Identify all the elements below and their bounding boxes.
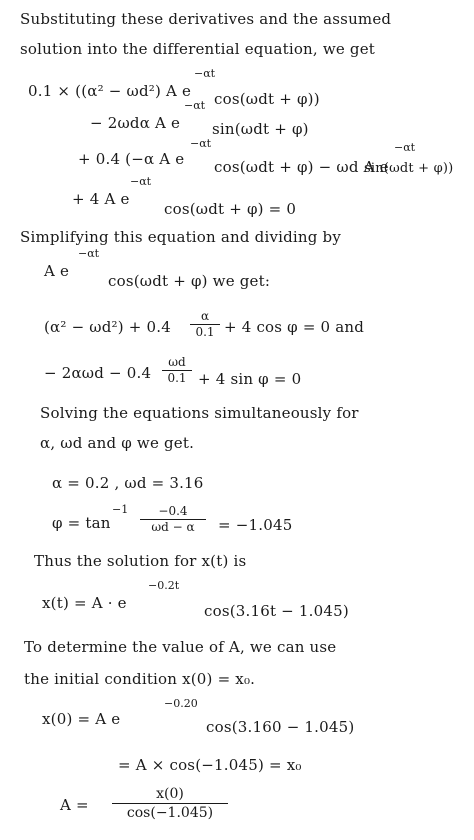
simplified-eq-2-fraction — [162, 356, 192, 385]
phi-fraction — [140, 505, 206, 534]
simplified-eq-1-denominator: 0.1 — [195, 325, 215, 339]
phi-exponent: −1 — [112, 503, 129, 516]
eq-line-3-exponent-2: −αt — [394, 141, 416, 154]
simplified-eq-2-part-b: + 4 sin φ = 0 — [198, 370, 302, 388]
eq-line-1-exponent: −αt — [194, 67, 216, 80]
text-line-2: solution into the differential equation, we get — [20, 40, 376, 58]
text-line-5: α, ωd and φ we get. — [40, 434, 195, 452]
text-line-7: To determine the value of A, we can use — [24, 638, 337, 656]
eq-line-3-part-b: cos(ωdt + φ) − ωd A e — [214, 158, 389, 176]
eq-line-1-part-b: cos(ωdt + φ)) — [214, 90, 320, 108]
phi-part-a: φ = tan — [52, 514, 111, 532]
initial-exponent: −0.20 — [164, 697, 198, 710]
phi-numerator: −0.4 — [158, 504, 188, 518]
eq-line-2-part-b: sin(ωdt + φ) — [212, 120, 309, 138]
eq-line-4-exponent: −αt — [130, 175, 152, 188]
eq-line-4-part-a: + 4 A e — [72, 190, 130, 208]
solution-exponent: −0.2t — [148, 579, 180, 592]
eq-line-2-part-a: − 2ωdα A e — [90, 114, 181, 132]
phi-denominator: ωd − α — [151, 520, 195, 534]
solution-part-b: cos(3.16t − 1.045) — [204, 602, 349, 620]
simplified-eq-1-part-a: (α² − ωd²) + 0.4 — [44, 318, 171, 336]
eq-line-1-part-a: 0.1 × ((α² − ωd²) A e — [28, 82, 192, 100]
initial-part-a: x(0) = A e — [42, 710, 121, 728]
simplified-eq-2-part-a: − 2αωd − 0.4 — [44, 364, 152, 382]
divisor-exponent: −αt — [78, 247, 100, 260]
eq-line-3-part-c: sin(ωdt + φ)) — [364, 161, 454, 176]
eq-line-3-part-a: + 0.4 (−α A e — [78, 150, 185, 168]
simplified-eq-1-part-b: + 4 cos φ = 0 and — [224, 318, 365, 336]
eq-line-3-exponent: −αt — [190, 137, 212, 150]
simplified-eq-1-numerator: α — [200, 309, 210, 323]
simplified-eq-2-numerator: ωd — [168, 355, 186, 369]
result-alpha-omega: α = 0.2 , ωd = 3.16 — [52, 474, 204, 492]
solution-part-a: x(t) = A · e — [42, 594, 127, 612]
divisor-part-a: A e — [44, 262, 70, 280]
phi-part-b: = −1.045 — [218, 516, 293, 534]
text-line-8: the initial condition x(0) = x₀. — [24, 670, 256, 688]
initial-part-b: cos(3.160 − 1.045) — [206, 718, 355, 736]
simplified-eq-1-fraction — [190, 310, 220, 339]
eq-line-4-part-b: cos(ωdt + φ) = 0 — [164, 200, 297, 218]
initial-simplified: = A × cos(−1.045) = x₀ — [118, 756, 302, 774]
amplitude-fraction — [112, 786, 228, 821]
divisor-part-b: cos(ωdt + φ) we get: — [108, 272, 271, 290]
amplitude-part-a: A = — [60, 796, 89, 814]
eq-line-2-exponent: −αt — [184, 99, 206, 112]
simplified-eq-2-denominator: 0.1 — [167, 371, 187, 385]
text-line-3: Simplifying this equation and dividing by — [20, 228, 342, 246]
amplitude-denominator: cos(−1.045) — [126, 805, 214, 821]
text-line-6: Thus the solution for x(t) is — [34, 552, 247, 570]
text-line-4: Solving the equations simultaneously for — [40, 404, 359, 422]
text-line-1: Substituting these derivatives and the assumed — [20, 10, 392, 28]
amplitude-numerator: x(0) — [156, 786, 184, 802]
